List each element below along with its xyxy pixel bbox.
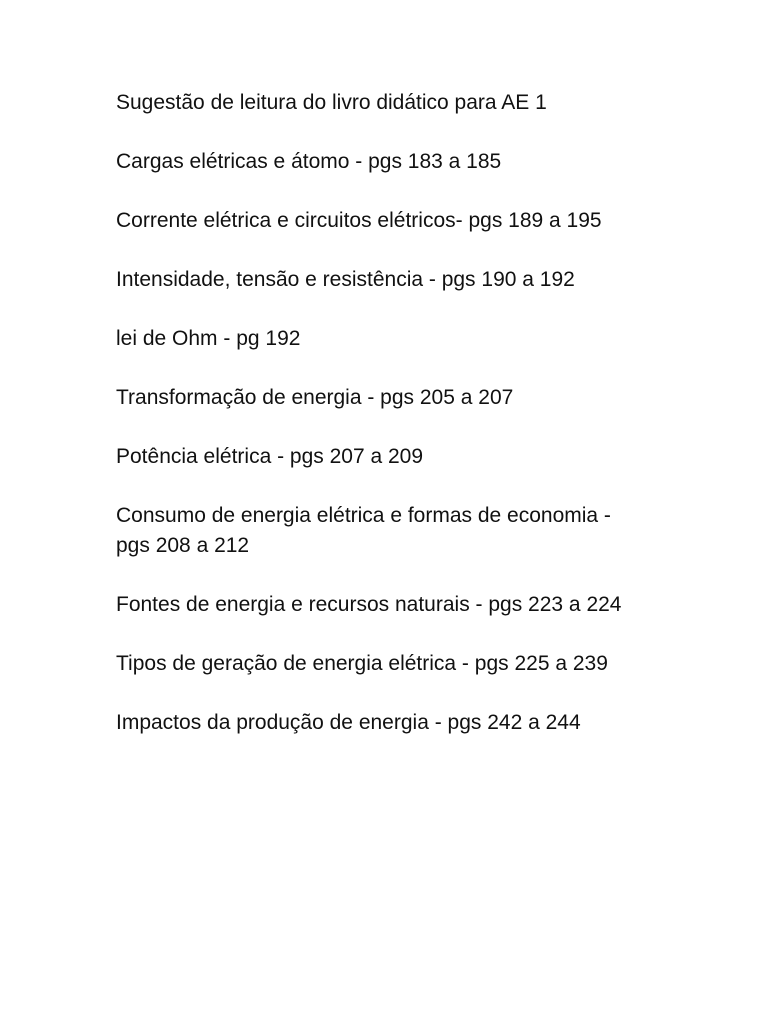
- reading-item-intensidade: Intensidade, tensão e resistência - pgs 190 a 192: [116, 268, 575, 291]
- reading-item-tipos-geracao: Tipos de geração de energia elétrica - pgs 225 a 239: [116, 652, 608, 675]
- document-body: [116, 88, 636, 767]
- reading-item-transformacao: Transformação de energia - pgs 205 a 207: [116, 386, 514, 409]
- reading-item-cargas: Cargas elétricas e átomo - pgs 183 a 185: [116, 150, 502, 173]
- reading-item-corrente: Corrente elétrica e circuitos elétricos- pgs 189 a 195: [116, 209, 602, 232]
- reading-item-fontes: Fontes de energia e recursos naturais - pgs 223 a 224: [116, 593, 622, 616]
- document-heading: Sugestão de leitura do livro didático para AE 1: [116, 91, 547, 114]
- reading-item-impactos: Impactos da produção de energia - pgs 242 a 244: [116, 711, 581, 734]
- reading-item-lei-ohm: lei de Ohm - pg 192: [116, 327, 301, 350]
- reading-item-potencia: Potência elétrica - pgs 207 a 209: [116, 445, 424, 468]
- reading-item-consumo: Consumo de energia elétrica e formas de economia - pgs 208 a 212: [116, 504, 611, 557]
